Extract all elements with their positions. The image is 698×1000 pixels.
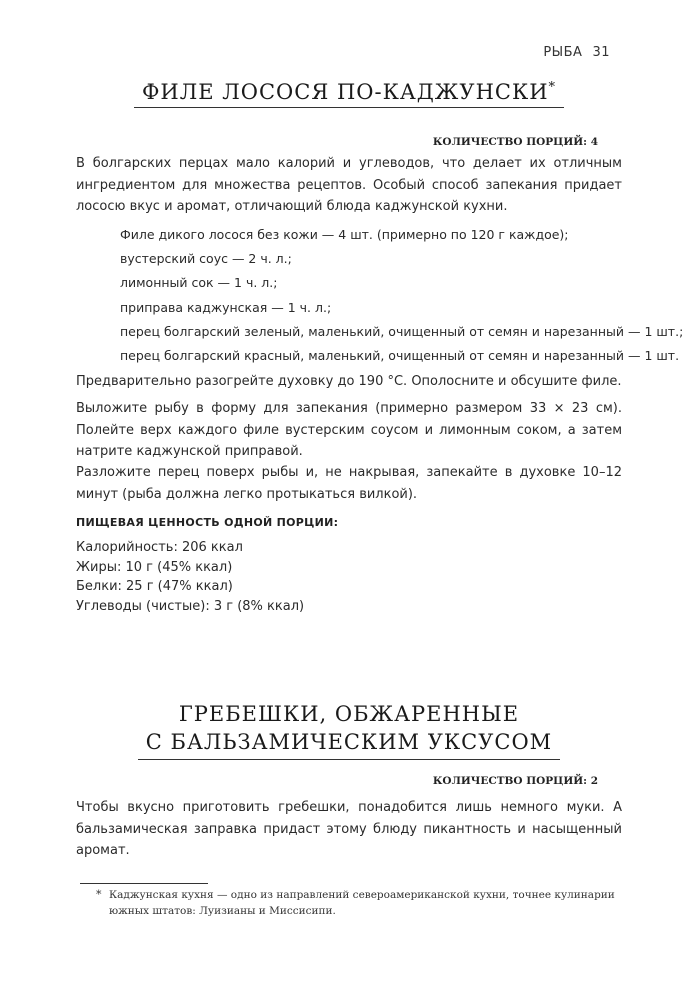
page-number: 31 (592, 45, 610, 60)
recipe-2-servings: КОЛИЧЕСТВО ПОРЦИЙ: 2 (432, 775, 598, 787)
recipe-1-title-text: ФИЛЕ ЛОСОСЯ ПО-КАДЖУНСКИ (141, 80, 549, 104)
ingredient-item: перец болгарский красный, маленький, очищенный от семян и нарезанный — 1 шт. (120, 347, 680, 363)
recipe-2-title (0, 700, 698, 760)
recipe-1-servings: КОЛИЧЕСТВО ПОРЦИЙ: 4 (432, 136, 598, 148)
footnote-marker: * (548, 80, 557, 95)
recipe-2-title-line-1: ГРЕБЕШКИ, ОБЖАРЕННЫЕ (178, 702, 520, 726)
section-name: РЫБА (543, 45, 583, 60)
recipe-1-intro: В болгарских перцах мало калорий и углеводов, что делает их отличным ингредиентом для множества рецептов. Особый способ запекания придает лососю вкус и аромат, отличающий блюда каджунской кухни. (76, 156, 622, 214)
footnote-marker: * (96, 888, 102, 901)
recipe-2-title-line-2: С БАЛЬЗАМИЧЕСКИМ УКСУСОМ (138, 728, 560, 760)
ingredient-item: лимонный сок — 1 ч. л.; (120, 275, 278, 291)
footnote (96, 887, 616, 919)
nutrition-item: Калорийность: 206 ккал (76, 540, 243, 555)
recipe-1-title (0, 80, 698, 108)
ingredient-item: Филе дикого лосося без кожи — 4 шт. (примерно по 120 г каждое); (120, 227, 569, 242)
recipe-1-step: Выложите рыбу в форму для запекания (примерно размером 33 × 23 см). Полейте верх каждого филе вустерским соусом и лимонным соком, а затем натрите каджунской приправой. (76, 401, 622, 459)
recipe-1-step: Предварительно разогрейте духовку до 190 °С. Ополосните и обсушите филе. (76, 374, 622, 389)
footnote-text: Каджунская кухня — одно из направлений североамериканской кухни, точнее кулинарии южных штатов: Луизианы и Миссисипи. (109, 889, 615, 917)
recipe-2-intro: Чтобы вкусно приготовить гребешки, понадобится лишь немного муки. А бальзамическая заправка придаст этому блюду пикантность и насыщенный аромат. (76, 800, 622, 858)
footnote-divider (80, 883, 208, 884)
ingredient-item: приправа каджунская — 1 ч. л.; (120, 299, 332, 315)
running-head (543, 45, 610, 60)
ingredient-list (120, 225, 683, 370)
ingredient-item: перец болгарский зеленый, маленький, очищенный от семян и нарезанный — 1 шт.; (120, 323, 684, 339)
ingredient-item: вустерский соус — 2 ч. л.; (120, 251, 292, 267)
nutrition-item: Жиры: 10 г (45% ккал) (76, 559, 233, 575)
nutrition-heading: ПИЩЕВАЯ ЦЕННОСТЬ ОДНОЙ ПОРЦИИ: (76, 516, 339, 529)
recipe-1-step: Разложите перец поверх рыбы и, не накрывая, запекайте в духовке 10–12 минут (рыба должна легко протыкаться вилкой). (76, 465, 622, 502)
nutrition-item: Белки: 25 г (47% ккал) (76, 579, 233, 594)
nutrition-list (76, 538, 304, 616)
nutrition-item: Углеводы (чистые): 3 г (8% ккал) (76, 598, 305, 614)
